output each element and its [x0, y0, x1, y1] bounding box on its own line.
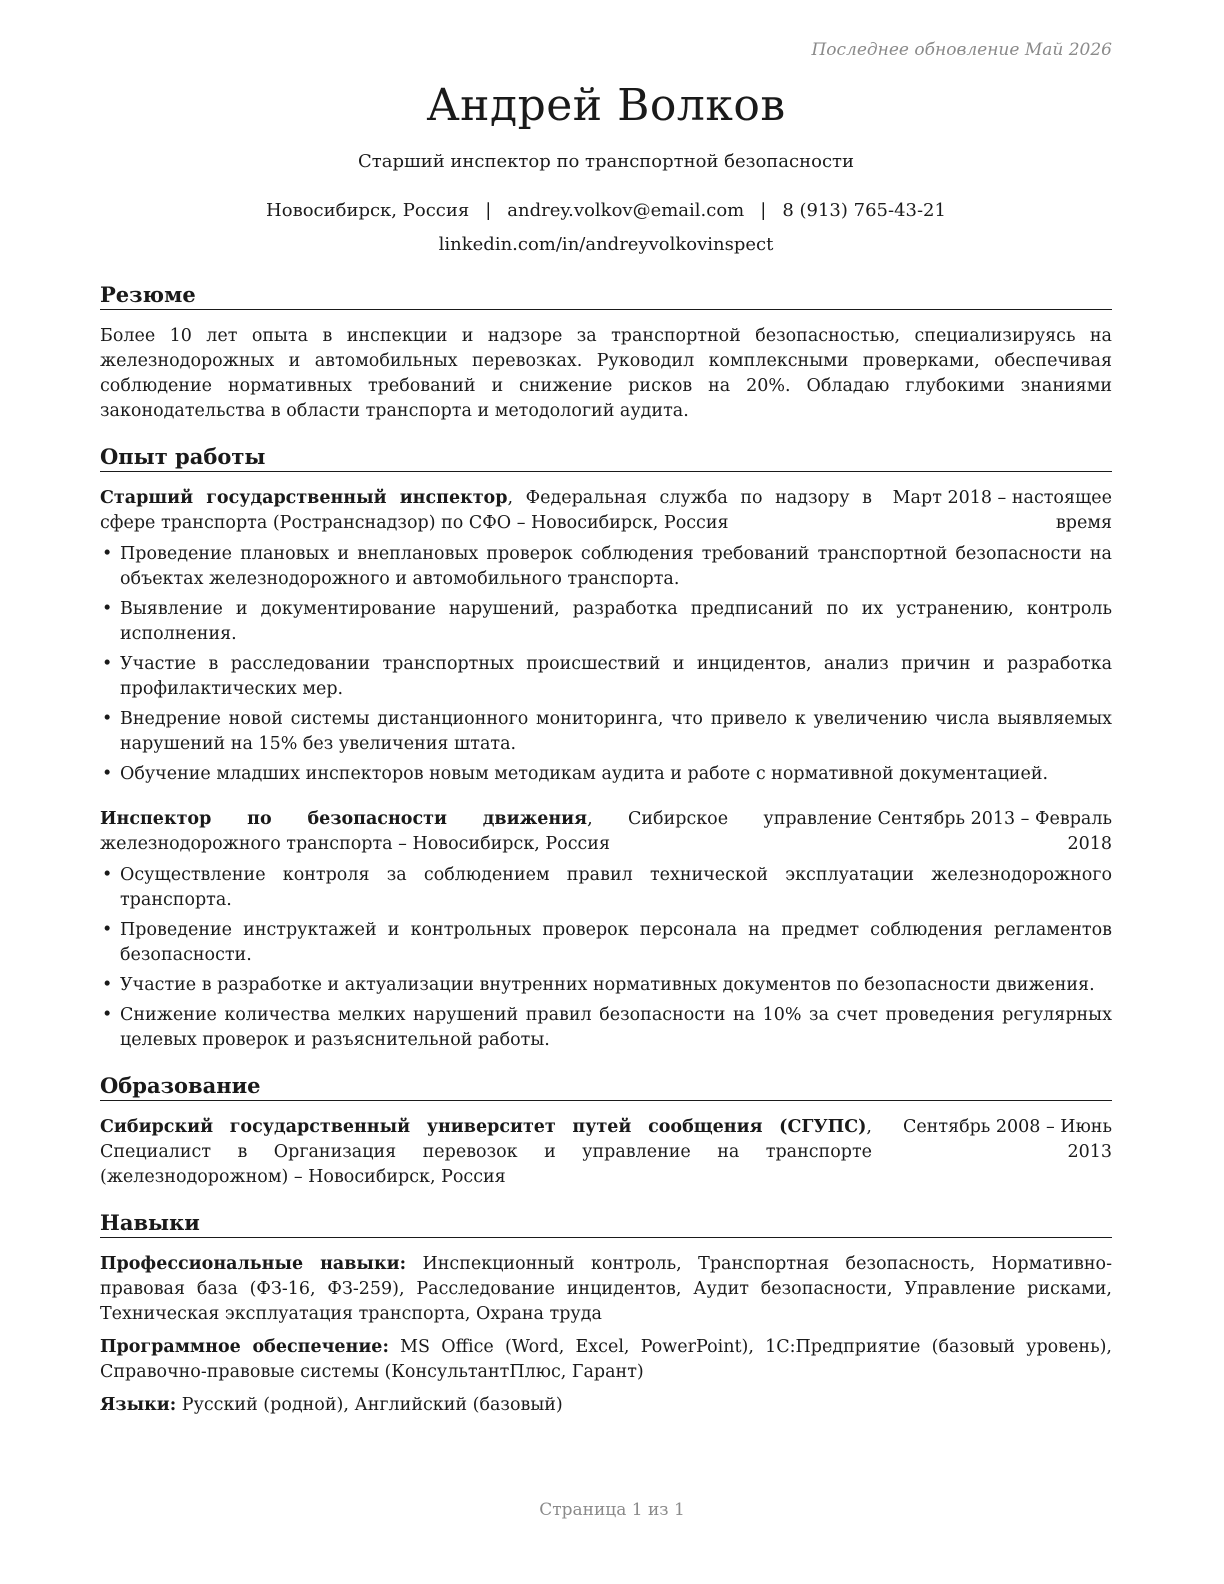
job-bullet — [100, 973, 1112, 998]
job-bullet — [100, 542, 1112, 592]
summary-section — [100, 282, 1112, 424]
job-bullet-text: Осуществление контроля за соблюдением правил технической эксплуатации железнодорожного транспорта. — [120, 865, 1112, 910]
education-dates: Сентябрь 2008 – Июнь 2013 — [902, 1117, 1112, 1162]
job-header — [100, 807, 1112, 857]
skill-label: Профессиональные навыки: — [100, 1254, 407, 1274]
contact-info — [100, 194, 1112, 262]
job-bullet — [100, 707, 1112, 757]
bullet-icon: • — [102, 709, 113, 729]
page-number: Страница 1 из 1 — [539, 1500, 685, 1520]
skills-languages — [100, 1393, 1112, 1418]
experience-heading: Опыт работы — [100, 444, 1112, 472]
job-bullet-text: Проведение плановых и внеплановых проверок соблюдения требований транспортной безопасности на объектах железнодорожного и автомобильного транспорта. — [120, 544, 1112, 589]
job-bullets — [100, 863, 1112, 1053]
job-bullet — [100, 597, 1112, 647]
contact-location: Новосибирск, Россия — [266, 200, 470, 221]
summary-heading: Резюме — [100, 282, 1112, 310]
bullet-icon: • — [102, 599, 113, 619]
candidate-name: Андрей Волков — [426, 80, 786, 131]
contact-phone: 8 (913) 765-43-21 — [782, 200, 946, 221]
bullet-icon: • — [102, 764, 113, 784]
job-entry — [100, 807, 1112, 1053]
contact-email[interactable]: andrey.volkov@email.com — [507, 200, 745, 221]
job-bullet-text: Обучение младших инспекторов новым методикам аудита и работе с нормативной документацией. — [120, 764, 1049, 784]
job-bullet-text: Проведение инструктажей и контрольных проверок персонала на предмет соблюдения регламентов безопасности. — [120, 920, 1112, 965]
contact-line-primary — [100, 194, 1112, 228]
job-bullet-text: Участие в расследовании транспортных происшествий и инцидентов, анализ причин и разработка профилактических мер. — [120, 654, 1112, 699]
job-dates: Сентябрь 2013 – Февраль 2018 — [877, 809, 1112, 854]
job-bullet-text: Выявление и документирование нарушений, разработка предписаний по их устранению, контроль исполнения. — [120, 599, 1112, 644]
skill-label: Программное обеспечение: — [100, 1337, 389, 1357]
bullet-icon: • — [102, 654, 113, 674]
job-bullet — [100, 1003, 1112, 1053]
job-dates: Март 2018 – настоящее время — [892, 488, 1112, 533]
job-bullet — [100, 652, 1112, 702]
job-bullet — [100, 762, 1112, 787]
contact-linkedin[interactable]: linkedin.com/in/andreyvolkovinspect — [438, 234, 774, 255]
job-entry — [100, 486, 1112, 787]
skill-text: MS Office (Word, Excel, PowerPoint), 1С:Предприятие (базовый уровень), Справочно-правовые системы (КонсультантПлюс, Гарант) — [100, 1337, 1112, 1382]
summary-text: Более 10 лет опыта в инспекции и надзоре за транспортной безопасностью, специализируясь на железнодорожных и автомобильных перевозках. Руководил комплексными проверками, обеспечивая соблюдение нормативных требований и снижение рисков на 20%. Обладаю глубокими знаниями законодательства в области транспорта и методологий аудита. — [100, 326, 1112, 421]
job-header — [100, 486, 1112, 536]
skills-heading: Навыки — [100, 1210, 1112, 1238]
skill-text: Русский (родной), Английский (базовый) — [176, 1395, 563, 1415]
job-bullet — [100, 863, 1112, 913]
education-section — [100, 1073, 1112, 1190]
bullet-icon: • — [102, 544, 113, 564]
skills-professional — [100, 1252, 1112, 1327]
education-details: , Специалист в Организация перевозок и управление на транспорте (железнодорожном) – Новосибирск, Россия — [100, 1117, 872, 1187]
skill-label: Языки: — [100, 1395, 177, 1415]
education-heading: Образование — [100, 1073, 1112, 1101]
job-bullet-text: Внедрение новой системы дистанционного мониторинга, что привело к увеличению числа выявляемых нарушений на 15% без увеличения штата. — [120, 709, 1112, 754]
bullet-icon: • — [102, 1005, 113, 1025]
skill-text: Инспекционный контроль, Транспортная безопасность, Нормативно-правовая база (ФЗ-16, ФЗ-259), Расследование инцидентов, Аудит безопасности, Управление рисками, Техническая эксплуатация транспорта, Охрана труда — [100, 1254, 1112, 1324]
contact-separator: | — [760, 200, 767, 221]
job-position: Старший государственный инспектор — [100, 488, 508, 508]
education-entry — [100, 1115, 1112, 1190]
job-bullets — [100, 542, 1112, 787]
job-bullet-text: Участие в разработке и актуализации внутренних нормативных документов по безопасности движения. — [120, 975, 1095, 995]
contact-separator: | — [485, 200, 492, 221]
skills-section — [100, 1210, 1112, 1418]
job-position-org — [100, 486, 872, 536]
skills-software — [100, 1335, 1112, 1385]
education-school: Сибирский государственный университет путей сообщения (СГУПС) — [100, 1117, 867, 1137]
education-school-details — [100, 1115, 872, 1190]
bullet-icon: • — [102, 865, 113, 885]
job-position: Инспектор по безопасности движения — [100, 809, 588, 829]
bullet-icon: • — [102, 920, 113, 940]
job-position-org — [100, 807, 872, 857]
resume-page — [100, 40, 1112, 1426]
job-organization: , Федеральная служба по надзору в сфере транспорта (Ространснадзор) по СФО – Новосибирск, Россия — [100, 488, 872, 533]
job-organization: , Сибирское управление железнодорожного транспорта – Новосибирск, Россия — [100, 809, 873, 854]
job-bullet — [100, 918, 1112, 968]
bullet-icon: • — [102, 975, 113, 995]
experience-section — [100, 444, 1112, 1053]
job-bullet-text: Снижение количества мелких нарушений правил безопасности на 10% за счет проведения регулярных целевых проверок и разъяснительной работы. — [120, 1005, 1112, 1050]
last-updated: Последнее обновление Май 2026 — [811, 40, 1112, 60]
candidate-title: Старший инспектор по транспортной безопасности — [358, 151, 854, 172]
